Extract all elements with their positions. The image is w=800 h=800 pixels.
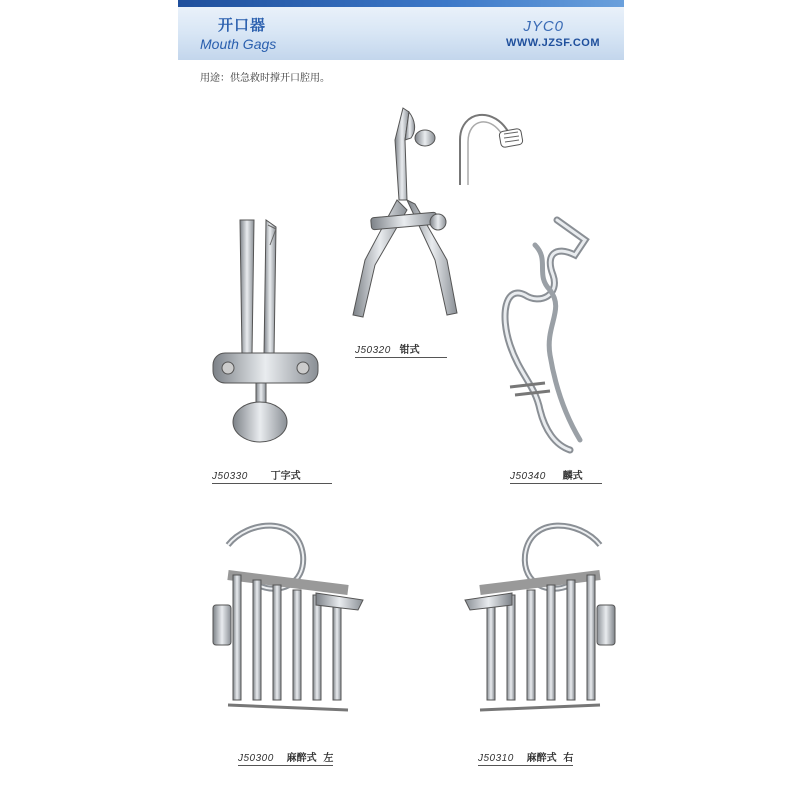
product-code: J50340: [510, 471, 546, 482]
category-title-en: Mouth Gags: [200, 36, 277, 52]
header-accent-band: [178, 0, 624, 7]
label-underline: [478, 765, 573, 766]
label-underline: [510, 483, 602, 484]
product-name: 丁字式: [270, 471, 301, 482]
t-shaped-mouth-gag-illustration: [208, 215, 323, 450]
product-code: J50310: [478, 753, 514, 764]
label-underline: [212, 483, 332, 484]
label-underline: [238, 765, 333, 766]
product-label-j50340: [510, 467, 602, 484]
product-label-j50320: [355, 341, 447, 358]
product-name: 钳式: [399, 345, 420, 356]
side-mouth-gag-illustration: [495, 215, 605, 460]
product-code: J50330: [212, 471, 248, 482]
product-name: 麻醉式: [526, 753, 557, 764]
anaesthesia-mouth-gag-right-illustration: [455, 515, 620, 725]
product-image-j50300: [208, 515, 373, 725]
wire-tongue-guard-illustration: [450, 100, 530, 190]
anaesthesia-mouth-gag-left-illustration: [208, 515, 373, 725]
product-name: 麟式: [562, 471, 583, 482]
product-side: 右: [563, 753, 574, 764]
product-label-j50330: [212, 467, 332, 484]
product-side: 左: [323, 753, 334, 764]
product-label-j50300: [238, 749, 333, 766]
website-url: WWW.JZSF.COM: [506, 37, 600, 49]
category-title-cn: 开口器: [218, 16, 267, 34]
product-code: J50300: [238, 753, 274, 764]
product-code: J50320: [355, 345, 391, 356]
product-name: 麻醉式: [286, 753, 317, 764]
brand-code: JYC0: [523, 18, 564, 35]
product-image-j50330: [208, 215, 323, 450]
product-image-j50340: [495, 215, 605, 460]
usage-description: 用途：供急救时撑开口腔用。: [200, 73, 330, 84]
product-label-j50310: [478, 749, 573, 766]
product-image-j50310: [455, 515, 620, 725]
label-underline: [355, 357, 447, 358]
